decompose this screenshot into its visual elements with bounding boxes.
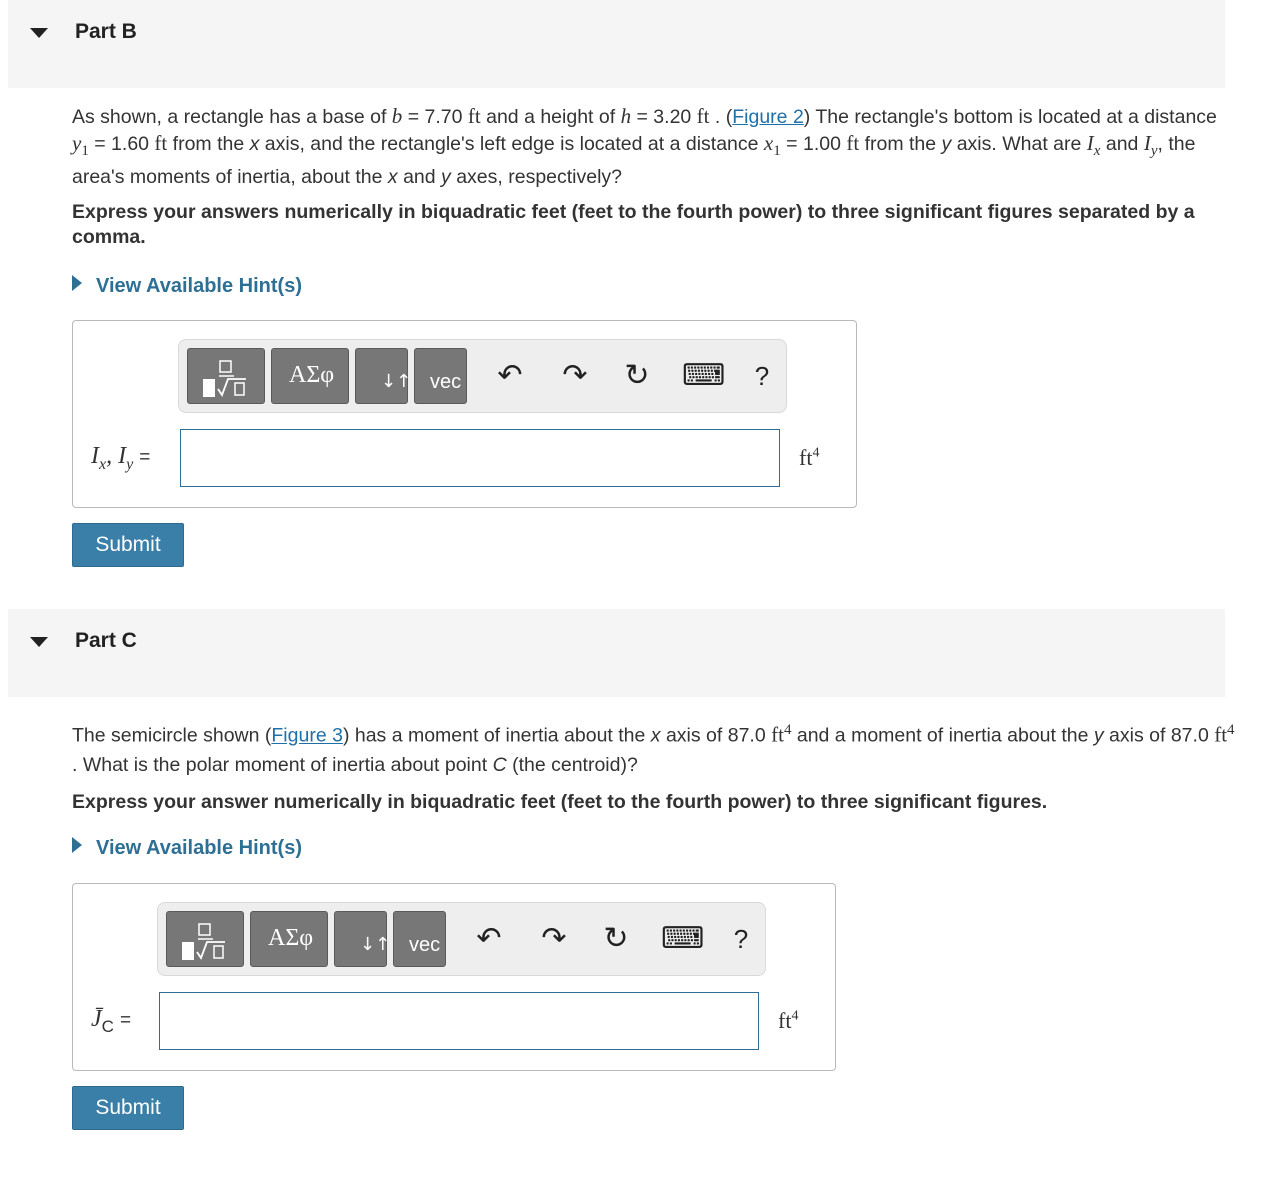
jc-answer-input[interactable] xyxy=(159,992,759,1050)
undo-icon[interactable]: ↶ xyxy=(497,359,523,392)
fraction-sqrt-templates-icon xyxy=(167,912,243,966)
ix-iy-label: $I_x$, $I_y$ = xyxy=(91,443,151,473)
part-c-problem-text: The semicircle shown (Figure 3) has a moment of inertia about the x axis of 87.0 $ft^4$ and a moment of inertia about the y axis of 87.0 $ft^4$ . What is the polar moment of inertia about point C (the centroid)? xyxy=(72,722,1235,776)
math-toolbar xyxy=(178,339,787,413)
vector-button[interactable]: vec xyxy=(414,348,467,404)
collapse-triangle-icon[interactable] xyxy=(30,28,48,38)
ix-iy-answer-input[interactable] xyxy=(180,429,780,487)
help-icon[interactable]: ? xyxy=(754,361,770,391)
unit-label: $ft^4$ xyxy=(799,445,820,470)
part-b-answer-box xyxy=(72,320,857,508)
part-b-problem-text: As shown, a rectangle has a base of b = 7.70 ft and a height of h = 3.20 ft . (Figure 2) The rectangle's bottom is located at a distance $y_1 = 1.60$ ft from the x axis, and the rectangle's left edge is located at a distance $x_1 = 1.00$ ft from the y axis. What are $I_x$ and $I_y$, the area's moments of inertia, about the x and y axes, respectively? xyxy=(72,104,1217,188)
unit-label: $ft^4$ xyxy=(778,1008,799,1033)
part-c-answer-box xyxy=(72,883,836,1071)
keyboard-icon[interactable]: ⌨ xyxy=(682,359,726,392)
part-b-submit-button[interactable]: Submit xyxy=(72,523,184,567)
templates-button[interactable] xyxy=(166,911,244,967)
reset-icon[interactable]: ↻ xyxy=(624,359,650,392)
arrows-button[interactable] xyxy=(334,911,391,967)
collapse-triangle-icon[interactable] xyxy=(30,637,48,647)
reset-icon[interactable]: ↻ xyxy=(603,922,629,955)
part-b-header[interactable] xyxy=(8,0,1225,88)
expand-triangle-icon xyxy=(72,837,82,853)
redo-icon[interactable]: ↷ xyxy=(541,922,567,955)
part-c-header[interactable] xyxy=(8,609,1225,697)
keyboard-icon[interactable]: ⌨ xyxy=(661,922,705,955)
part-c-title: Part C xyxy=(75,629,137,652)
figure-3-link[interactable]: Figure 3 xyxy=(271,724,343,747)
redo-icon[interactable]: ↷ xyxy=(562,359,588,392)
part-b-hint-link[interactable]: View Available Hint(s) xyxy=(72,275,302,298)
templates-button[interactable] xyxy=(187,348,265,404)
undo-icon[interactable]: ↶ xyxy=(476,922,502,955)
fraction-sqrt-templates-icon xyxy=(188,349,264,403)
help-icon[interactable]: ? xyxy=(733,924,749,954)
arrows-icon: ↓↑ xyxy=(360,934,391,955)
part-c-hint-link[interactable]: View Available Hint(s) xyxy=(72,837,302,860)
math-toolbar xyxy=(157,902,766,976)
jc-label: $J̄_C$ = xyxy=(91,1006,132,1036)
part-b-title: Part B xyxy=(75,20,137,43)
arrows-button[interactable] xyxy=(355,348,412,404)
figure-2-link[interactable]: Figure 2 xyxy=(732,106,804,128)
greek-symbols-button[interactable]: ΑΣφ xyxy=(271,348,349,404)
greek-symbols-button[interactable]: ΑΣφ xyxy=(250,911,328,967)
part-c-instruction: Express your answer numerically in biquadratic feet (feet to the fourth power) to three significant figures. xyxy=(72,791,1048,813)
expand-triangle-icon xyxy=(72,275,82,291)
part-c-submit-button[interactable]: Submit xyxy=(72,1086,184,1130)
arrows-icon: ↓↑ xyxy=(381,371,412,392)
vector-button[interactable]: vec xyxy=(393,911,446,967)
part-b-instruction: Express your answers numerically in biquadratic feet (feet to the fourth power) to three significant figures separated by a comma. xyxy=(72,201,1195,248)
